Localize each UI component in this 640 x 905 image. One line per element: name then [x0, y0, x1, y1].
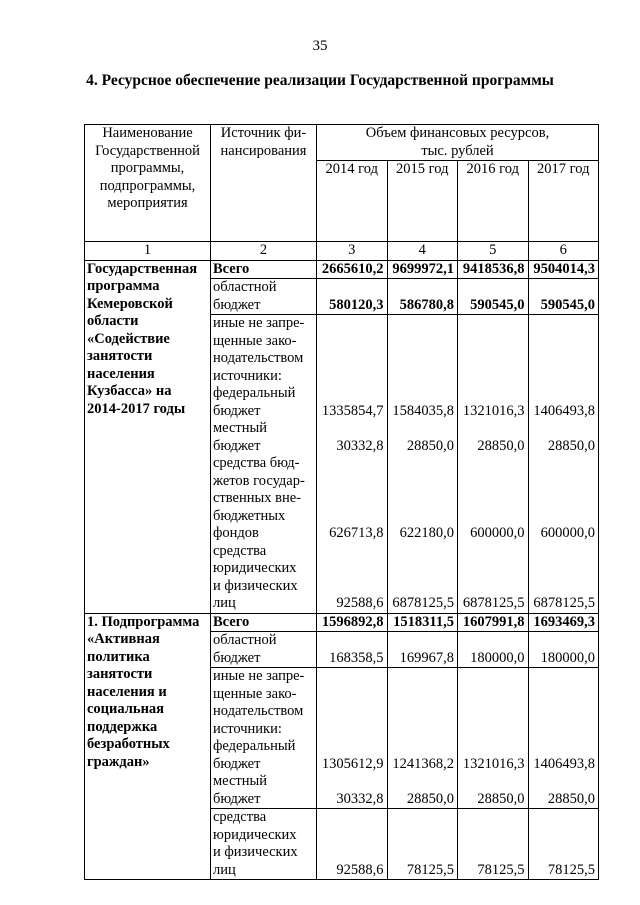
value-column [387, 315, 458, 614]
value-column [387, 668, 458, 809]
program-name: Государственная программа Кемеровской области «Содействие занятости населения Кузбасса» на 2014-2017 годы [85, 260, 211, 613]
value-local: 28850,0 [547, 790, 595, 807]
value-cell: 168358,5 [317, 632, 388, 668]
table-row [85, 260, 599, 279]
value-column [317, 315, 388, 614]
value-local: 28850,0 [547, 437, 595, 454]
value-funds: 600000,0 [540, 525, 595, 541]
value-column [458, 668, 529, 809]
column-number: 6 [528, 242, 599, 261]
source-regional: областной бюджет [211, 279, 317, 315]
value-cell: 1518311,5 [387, 613, 458, 632]
table-header-row [85, 125, 599, 161]
value-cell: 78125,5 [458, 809, 529, 880]
value-legal: 6878125,5 [533, 595, 595, 611]
value-cell: 1596892,8 [317, 613, 388, 632]
value-federal: 1321016,3 [462, 402, 525, 419]
value-federal: 1406493,8 [533, 402, 595, 419]
section-title: 4. Ресурсное обеспечение реализации Государственной программы [86, 72, 554, 89]
value-legal: 6878125,5 [462, 595, 525, 611]
value-column [317, 668, 388, 809]
source-total: Всего [211, 613, 317, 632]
value-cell: 78125,5 [387, 809, 458, 880]
value-cell: 580120,3 [317, 279, 388, 315]
source-regional: областной бюджет [211, 632, 317, 668]
value-federal: 1241368,2 [392, 755, 454, 772]
value-funds: 622180,0 [399, 525, 454, 541]
value-local: 30332,8 [336, 437, 384, 454]
header-year: 2016 год [458, 161, 529, 242]
value-federal: 1584035,8 [392, 402, 454, 419]
value-cell: 78125,5 [528, 809, 599, 880]
value-cell: 9504014,3 [528, 260, 599, 279]
header-volume: Объем финансовых ресурсов, тыс. рублей [317, 125, 599, 161]
value-local: 30332,8 [336, 790, 384, 807]
value-legal: 92588,6 [336, 595, 384, 611]
column-number-row [85, 242, 599, 261]
source-total: Всего [211, 260, 317, 279]
source-other: иные не запре- щенные зако- нодательством источники: федеральный бюджет местный бюджет [211, 668, 317, 809]
value-cell: 590545,0 [458, 279, 529, 315]
header-source: Источник фи- нансирования [211, 125, 317, 242]
value-federal: 1305612,9 [321, 755, 384, 772]
value-cell: 590545,0 [528, 279, 599, 315]
column-number: 1 [85, 242, 211, 261]
value-cell: 2665610,2 [317, 260, 388, 279]
value-federal: 1406493,8 [533, 755, 595, 772]
value-cell: 180000,0 [528, 632, 599, 668]
column-number: 3 [317, 242, 388, 261]
table-row [85, 613, 599, 632]
value-cell: 9418536,8 [458, 260, 529, 279]
page-number: 35 [312, 38, 328, 54]
value-cell: 9699972,1 [387, 260, 458, 279]
column-number: 5 [458, 242, 529, 261]
source-legal: средства юридических и физических лиц [211, 809, 317, 880]
value-cell: 180000,0 [458, 632, 529, 668]
value-local: 28850,0 [406, 790, 454, 807]
value-funds: 626713,8 [329, 525, 384, 541]
value-local: 28850,0 [477, 790, 525, 807]
resource-table [84, 124, 599, 880]
value-local: 28850,0 [477, 437, 525, 454]
value-federal: 1321016,3 [462, 755, 525, 772]
value-funds: 600000,0 [470, 525, 525, 541]
column-number: 2 [211, 242, 317, 261]
value-cell: 586780,8 [387, 279, 458, 315]
value-column [528, 668, 599, 809]
header-year: 2017 год [528, 161, 599, 242]
value-cell: 1607991,8 [458, 613, 529, 632]
column-number: 4 [387, 242, 458, 261]
value-cell: 169967,8 [387, 632, 458, 668]
header-year: 2015 год [387, 161, 458, 242]
header-year: 2014 год [317, 161, 388, 242]
value-legal: 6878125,5 [392, 595, 454, 611]
value-local: 28850,0 [406, 437, 454, 454]
source-other: иные не запре- щенные зако- нодательством источники: федеральный бюджет местный бюджет средства бюд- жетов государ- ственных вне- бюджетных фондов средства юридических и физических лиц [211, 315, 317, 614]
value-column [458, 315, 529, 614]
value-column [528, 315, 599, 614]
value-cell: 92588,6 [317, 809, 388, 880]
value-federal: 1335854,7 [321, 402, 384, 419]
header-name: Наименование Государственной программы, подпрограммы, мероприятия [85, 125, 211, 242]
subprogram-name: 1. Подпрограмма «Активная политика занятости населения и социальная поддержка безработных граждан» [85, 613, 211, 880]
value-cell: 1693469,3 [528, 613, 599, 632]
